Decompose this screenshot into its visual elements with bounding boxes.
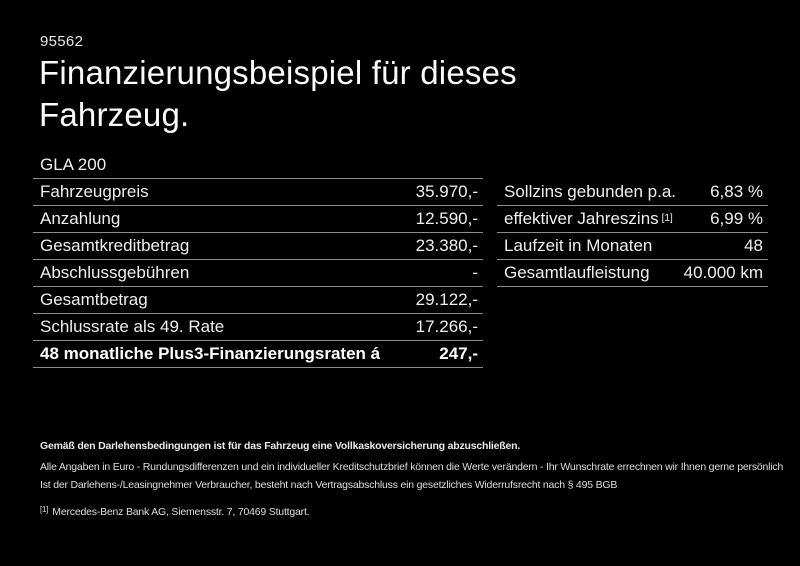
row-label: Gesamtbetrag: [40, 290, 148, 309]
row-value: 17.266,-: [415, 317, 478, 336]
row-label: Abschlussgebühren: [40, 263, 190, 282]
withdrawal-note: Ist der Darlehens-/Leasingnehmer Verbraucher, besteht nach Vertragsabschluss ein gesetzliches Widerrufsrecht nach § 495 BGB: [40, 479, 618, 491]
row-label: effektiver Jahreszins: [504, 209, 659, 228]
row-value: 247,-: [439, 344, 478, 363]
row-value: 23.380,-: [415, 236, 478, 255]
row-value: 48: [744, 236, 763, 255]
reference-number: 95562: [40, 33, 84, 50]
row-label: Gesamtlaufleistung: [504, 263, 650, 282]
table-row-closing-fees: [33, 260, 483, 287]
row-value: 35.970,-: [415, 182, 478, 201]
footnote-marker: [1]: [40, 505, 49, 514]
row-label: Gesamtkreditbetrag: [40, 236, 190, 255]
table-row-effective-interest: effektiver Jahreszins [1] 6,99 %: [497, 206, 768, 233]
table-row-term-months: [497, 233, 768, 260]
insurance-note: Gemäß den Darlehensbedingungen ist für das Fahrzeug eine Vollkaskoversicherung abzuschließen.: [40, 440, 521, 452]
financing-table: [33, 151, 483, 368]
page-title: Finanzierungsbeispiel für dieses Fahrzeug.: [39, 54, 517, 133]
row-value: -: [472, 263, 478, 282]
row-value: 29.122,-: [415, 290, 478, 309]
table-row-nominal-interest: [497, 179, 768, 206]
vehicle-model: GLA 200: [40, 154, 107, 174]
euro-note: Alle Angaben in Euro - Rundungsdifferenzen und ein individueller Kreditschutzbrief können die Werte verändern - Ihr Wunschrate errechnen wir Ihnen gerne persönlich: [40, 461, 784, 473]
table-row-vehicle-price: [33, 179, 483, 206]
row-value: 12.590,-: [415, 209, 478, 228]
bank-footnote-text: Mercedes-Benz Bank AG, Siemensstr. 7, 70469 Stuttgart.: [52, 506, 310, 518]
footnotes: [40, 437, 790, 521]
table-row-down-payment: [33, 206, 483, 233]
row-value: 6,83 %: [710, 182, 763, 201]
conditions-table: [497, 179, 768, 287]
row-label: Fahrzeugpreis: [40, 182, 149, 201]
row-value: 40.000 km: [683, 263, 763, 282]
bank-footnote: [40, 501, 790, 521]
row-label: 48 monatliche Plus3-Finanzierungsraten á: [40, 344, 381, 363]
vehicle-model-row: [33, 151, 483, 179]
row-label: Schlussrate als 49. Rate: [40, 317, 225, 336]
row-label: Sollzins gebunden p.a.: [504, 182, 677, 201]
row-label: Laufzeit in Monaten: [504, 236, 653, 255]
table-row-monthly-installments: [33, 341, 483, 368]
row-value: 6,99 %: [710, 209, 763, 228]
table-row-total-mileage: [497, 260, 768, 287]
table-row-total-amount: [33, 287, 483, 314]
row-label: Anzahlung: [40, 209, 121, 228]
table-row-final-installment: [33, 314, 483, 341]
table-row-total-credit: [33, 233, 483, 260]
